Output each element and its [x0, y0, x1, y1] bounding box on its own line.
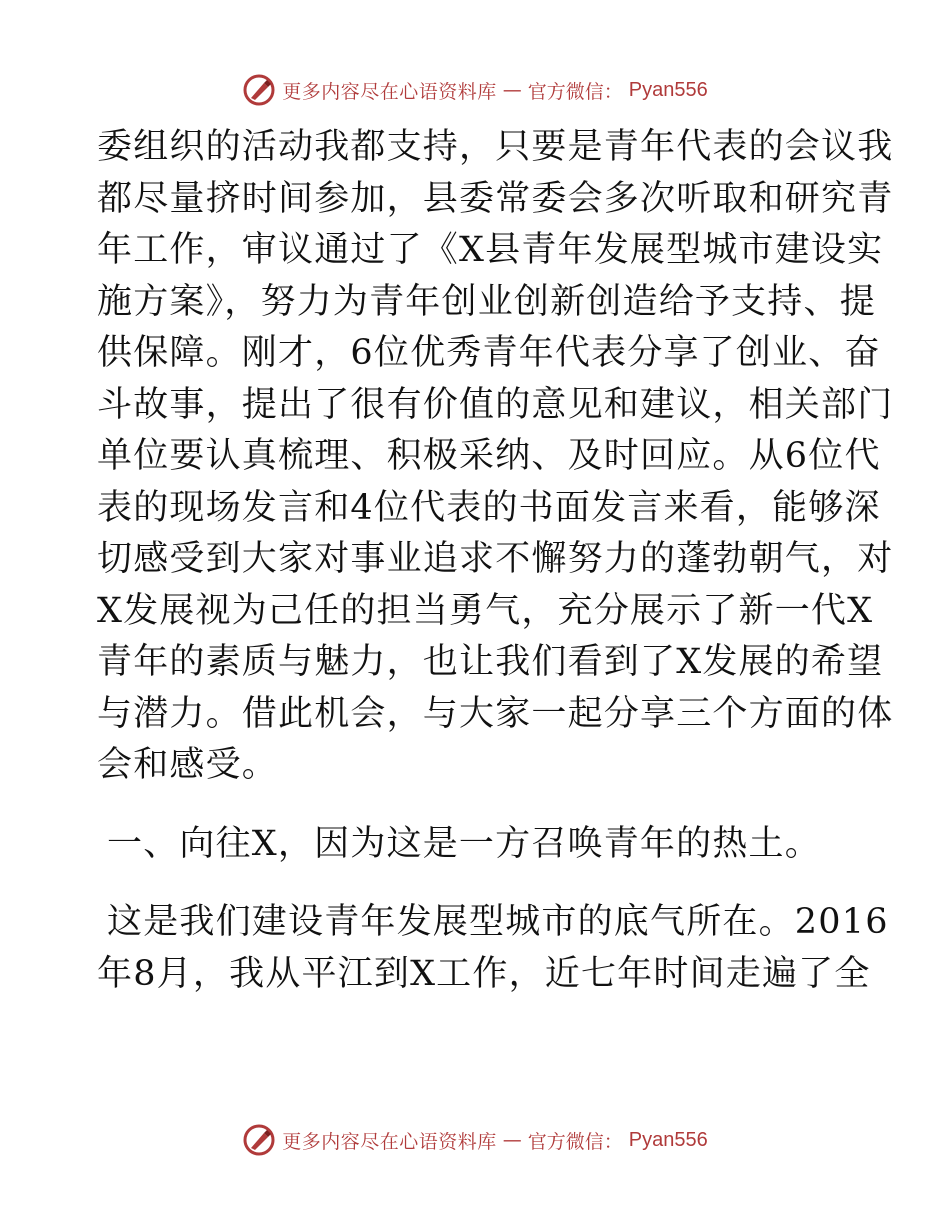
text-line: 青年的素质与魅力，也让我们看到了X发展的希望	[97, 642, 884, 682]
text-line: X发展视为己任的担当勇气，充分展示了新一代X	[97, 590, 874, 631]
text-line: 会和感受。	[97, 745, 279, 785]
text-line: 年8月，我从平江到X工作，近七年时间走遍了全	[97, 953, 871, 994]
text-line: 切感受到大家对事业追求不懈努力的蓬勃朝气，对	[97, 539, 894, 579]
section-heading: 一、向往X，因为这是一方召唤青年的热土。	[107, 823, 821, 864]
text-line: 供保障。刚才，6位优秀青年代表分享了创业、奋	[97, 333, 881, 373]
text-line: 表的现场发言和4位代表的书面发言来看，能够深	[97, 487, 881, 528]
watermark-id: Pyan556	[628, 78, 708, 101]
text-line: 都尽量挤时间参加，县委常委会多次听取和研究青	[97, 178, 894, 219]
text-line: 委组织的活动我都支持，只要是青年代表的会议我	[97, 127, 894, 167]
text-line: 年工作，审议通过了《X县青年发展型城市建设实	[97, 230, 884, 270]
paragraph-2	[97, 897, 889, 1000]
paragraph-1	[97, 122, 894, 792]
watermark-official: 官方微信：	[527, 1130, 623, 1153]
pen-logo-icon	[242, 73, 276, 107]
header-watermark	[0, 70, 950, 110]
text-line: 与潜力。借此机会，与大家一起分享三个方面的体	[97, 693, 894, 734]
watermark-text: 更多内容尽在心语资料库	[282, 1130, 497, 1153]
watermark-dash: —	[502, 1129, 522, 1151]
watermark-dash: —	[502, 79, 522, 101]
pen-logo-icon	[242, 1123, 276, 1157]
text-line: 斗故事，提出了很有价值的意见和建议，相关部门	[97, 384, 894, 425]
text-line: 这是我们建设青年发展型城市的底气所在。2016	[107, 902, 889, 942]
watermark-id: Pyan556	[628, 1128, 708, 1151]
watermark-official: 官方微信：	[527, 80, 623, 103]
footer-watermark	[0, 1120, 950, 1160]
text-line: 施方案》，努力为青年创业创新创造给予支持、提	[97, 281, 876, 322]
document-body	[97, 122, 894, 1000]
text-line: 单位要认真梳理、积极采纳、及时回应。从6位代	[97, 436, 881, 476]
watermark-text: 更多内容尽在心语资料库	[282, 80, 497, 103]
